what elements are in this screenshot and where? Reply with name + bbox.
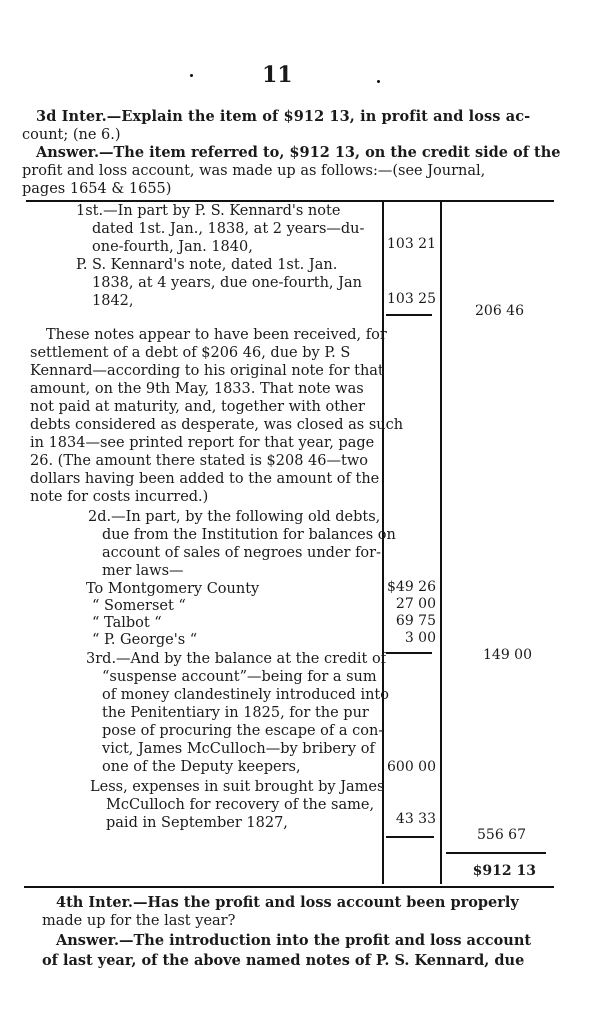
county-amount-talbot: 69 75 <box>395 613 436 629</box>
item-1-amount-2: 103 25 <box>387 291 436 307</box>
less-amount: 43 33 <box>395 811 436 827</box>
item-3-total: 556 67 <box>477 827 526 843</box>
item-3-subtotal-rule <box>386 836 434 838</box>
item-2-line-3: account of sales of negroes under for- <box>102 545 381 561</box>
item-3-line-5: pose of procuring the escape of a con- <box>102 723 384 739</box>
item-3-line-6: vict, James McCulloch—by bribery of <box>102 741 375 757</box>
less-line-2: McCulloch for recovery of the same, <box>106 797 375 813</box>
answer-3-line-2: profit and loss account, was made up as follows:—(see Journal, <box>22 163 486 179</box>
item-3-line-7: one of the Deputy keepers, <box>102 759 301 775</box>
answer-4-line-1: Answer.—The introduction into the profit and loss account <box>56 932 532 949</box>
note-line-2: settlement of a debt of $206 46, due by P. S <box>30 345 351 361</box>
question-4-line-1: 4th Inter.—Has the profit and loss account been properly <box>56 894 519 911</box>
grand-total-rule <box>446 852 546 854</box>
ink-speck <box>377 80 380 83</box>
county-label-talbot: “ Talbot “ <box>92 615 162 631</box>
item-3-line-4: the Penitentiary in 1825, for the pur <box>102 705 369 721</box>
item-2-line-2: due from the Institution for balances on <box>102 527 396 543</box>
item-2-line-1: 2d.—In part, by the following old debts, <box>88 509 381 525</box>
item-2-subtotal-rule <box>386 652 432 654</box>
question-3-line-1: 3d Inter.—Explain the item of $912 13, in profit and loss ac- <box>36 108 531 125</box>
note-line-10: note for costs incurred.) <box>30 489 209 505</box>
note-line-6: debts considered as desperate, was closed as such <box>30 417 404 433</box>
question-3-line-2: count; (ne 6.) <box>22 127 121 143</box>
note-line-9: dollars having been added to the amount of the <box>30 471 380 487</box>
item-3-line-2: “suspense account”—being for a sum <box>102 669 377 685</box>
item-1-line-2: dated 1st. Jan., 1838, at 2 years—du- <box>92 221 365 237</box>
item-1-line-1: 1st.—In part by P. S. Kennard's note <box>76 203 341 219</box>
amount-column-right-rule <box>440 202 442 884</box>
answer-4-line-2: of last year, of the above named notes of P. S. Kennard, due <box>42 952 525 969</box>
note-line-3: Kennard—according to his original note for that <box>30 363 384 379</box>
item-1-line-5: 1838, at 4 years, due one-fourth, Jan <box>92 275 362 291</box>
item-1-subtotal-rule <box>386 314 432 316</box>
item-2-total: 149 00 <box>483 647 532 663</box>
less-line-1: Less, expenses in suit brought by James <box>90 779 385 795</box>
note-line-8: 26. (The amount there stated is $208 46—two <box>30 453 368 469</box>
note-line-1: These notes appear to have been received, for <box>46 327 387 343</box>
item-1-total: 206 46 <box>475 303 524 319</box>
item-1-amount-1: 103 21 <box>387 236 436 252</box>
grand-total: $912 13 <box>472 863 536 879</box>
county-amount-pgeorges: 3 00 <box>404 630 436 646</box>
item-1-line-4: P. S. Kennard's note, dated 1st. Jan. <box>76 257 338 273</box>
item-2-line-4: mer laws— <box>102 563 184 579</box>
item-1-line-6: 1842, <box>92 293 134 309</box>
ink-speck <box>190 74 193 77</box>
county-label-montgomery: To Montgomery County <box>86 581 260 597</box>
note-line-5: not paid at maturity, and, together with other <box>30 399 365 415</box>
county-amount-somerset: 27 00 <box>395 596 436 612</box>
note-line-4: amount, on the 9th May, 1833. That note was <box>30 381 364 397</box>
item-3-line-1: 3rd.—And by the balance at the credit of <box>86 651 387 667</box>
item-3-amount: 600 00 <box>387 759 436 775</box>
question-4-line-2: made up for the last year? <box>42 913 236 929</box>
answer-3-line-1: Answer.—The item referred to, $912 13, on the credit side of the <box>36 144 561 161</box>
table-bottom-rule <box>24 886 554 888</box>
county-amount-montgomery: $49 26 <box>387 579 436 595</box>
note-line-7: in 1834—see printed report for that year, page <box>30 435 375 451</box>
less-line-3: paid in September 1827, <box>106 815 288 831</box>
item-1-line-3: one-fourth, Jan. 1840, <box>92 239 253 255</box>
county-label-pgeorges: “ P. George's “ <box>92 632 198 648</box>
answer-3-line-3: pages 1654 & 1655) <box>22 181 172 197</box>
county-label-somerset: “ Somerset “ <box>92 598 186 614</box>
item-3-line-3: of money clandestinely introduced into <box>102 687 389 703</box>
page-number: 11 <box>262 62 293 88</box>
